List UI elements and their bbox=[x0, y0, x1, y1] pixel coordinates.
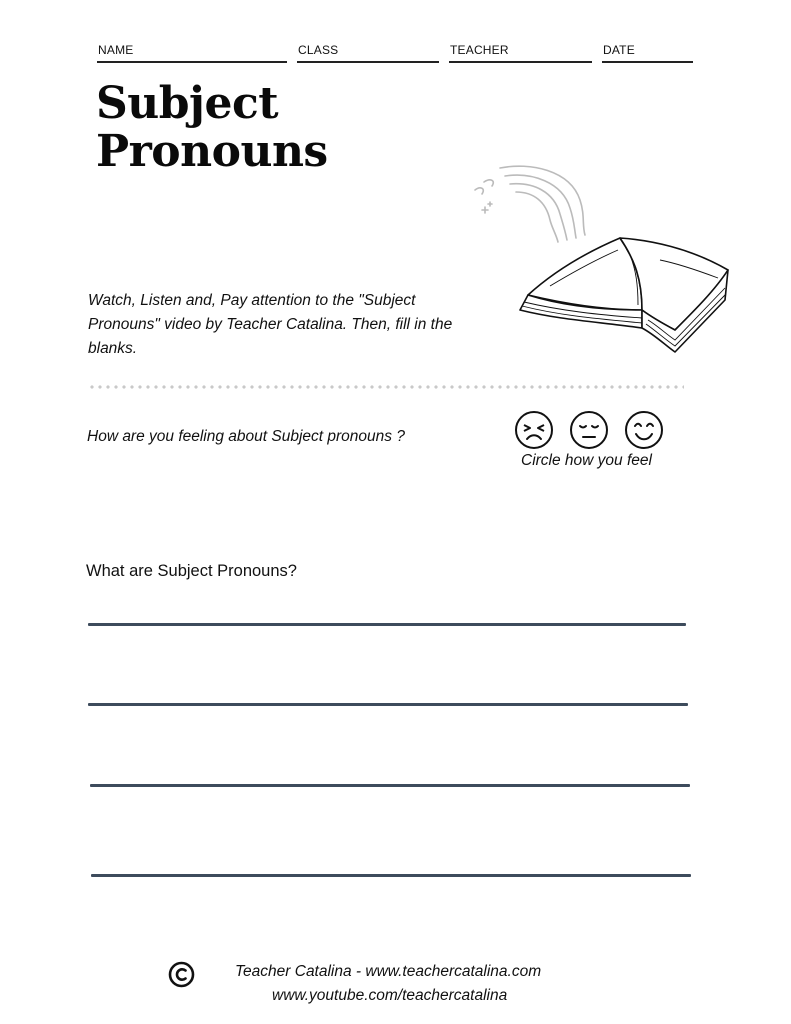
circle-caption: Circle how you feel bbox=[521, 452, 652, 469]
title-line-1: Subject bbox=[96, 78, 279, 129]
upset-face-icon[interactable] bbox=[514, 410, 554, 450]
answer-line-1[interactable] bbox=[88, 623, 686, 626]
footer-youtube: www.youtube.com/teachercatalina bbox=[272, 987, 508, 1004]
answer-line-3[interactable] bbox=[90, 784, 690, 787]
open-book-icon bbox=[470, 160, 735, 370]
answer-line-2[interactable] bbox=[88, 703, 688, 706]
feelings-faces bbox=[514, 410, 674, 450]
footer-credit: Teacher Catalina - www.teachercatalina.com bbox=[235, 963, 542, 980]
answer-line-4[interactable] bbox=[91, 874, 691, 877]
class-field[interactable] bbox=[297, 43, 439, 63]
class-label: CLASS bbox=[298, 43, 339, 57]
name-field[interactable] bbox=[97, 43, 287, 63]
feeling-question: How are you feeling about Subject pronouns ? bbox=[87, 428, 405, 445]
teacher-label: TEACHER bbox=[450, 43, 509, 57]
smiling-face-icon[interactable] bbox=[624, 410, 664, 450]
dotted-divider bbox=[88, 385, 684, 389]
question-prompt: What are Subject Pronouns? bbox=[86, 562, 297, 580]
name-label: NAME bbox=[98, 43, 134, 57]
instructions-text: Watch, Listen and, Pay attention to the "Subject Pronouns" video by Teacher Catalina. Then, fill in the blanks. bbox=[88, 292, 453, 357]
neutral-face-icon[interactable] bbox=[569, 410, 609, 450]
date-field[interactable] bbox=[602, 43, 693, 63]
copyright-icon bbox=[168, 961, 195, 988]
title-line-2: Pronouns bbox=[96, 126, 328, 177]
page-title bbox=[96, 80, 328, 176]
date-label: DATE bbox=[603, 43, 635, 57]
teacher-field[interactable] bbox=[449, 43, 592, 63]
